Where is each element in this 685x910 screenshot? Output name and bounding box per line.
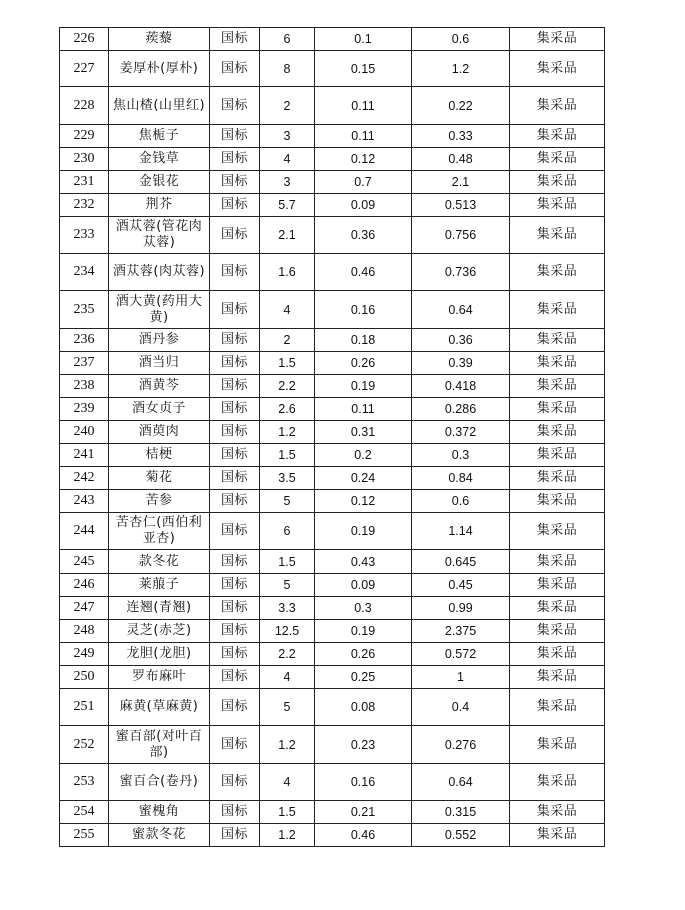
unit-price-cell: 0.26 bbox=[315, 643, 412, 666]
amount-cell: 0.64 bbox=[412, 291, 510, 329]
standard-cell: 国标 bbox=[210, 801, 260, 824]
category-cell: 集采品 bbox=[510, 689, 605, 726]
herb-name-cell: 金银花 bbox=[109, 171, 210, 194]
quantity-cell: 5.7 bbox=[260, 194, 315, 217]
table-row bbox=[60, 643, 605, 666]
standard-cell: 国标 bbox=[210, 597, 260, 620]
quantity-cell: 2 bbox=[260, 87, 315, 125]
unit-price-cell: 0.24 bbox=[315, 467, 412, 490]
category-cell: 集采品 bbox=[510, 490, 605, 513]
quantity-cell: 6 bbox=[260, 28, 315, 51]
table-row bbox=[60, 490, 605, 513]
row-number-cell: 247 bbox=[60, 597, 109, 620]
standard-cell: 国标 bbox=[210, 51, 260, 87]
table-row bbox=[60, 375, 605, 398]
unit-price-cell: 0.18 bbox=[315, 329, 412, 352]
table-row bbox=[60, 51, 605, 87]
unit-price-cell: 0.11 bbox=[315, 125, 412, 148]
standard-cell: 国标 bbox=[210, 764, 260, 801]
table-row bbox=[60, 421, 605, 444]
amount-cell: 0.4 bbox=[412, 689, 510, 726]
category-cell: 集采品 bbox=[510, 597, 605, 620]
herb-name-cell: 连翘(青翘) bbox=[109, 597, 210, 620]
herb-name-cell: 焦山楂(山里红) bbox=[109, 87, 210, 125]
category-cell: 集采品 bbox=[510, 148, 605, 171]
amount-cell: 0.22 bbox=[412, 87, 510, 125]
standard-cell: 国标 bbox=[210, 726, 260, 764]
quantity-cell: 2.2 bbox=[260, 375, 315, 398]
unit-price-cell: 0.16 bbox=[315, 291, 412, 329]
standard-cell: 国标 bbox=[210, 689, 260, 726]
herb-name-cell: 苦参 bbox=[109, 490, 210, 513]
row-number-cell: 254 bbox=[60, 801, 109, 824]
standard-cell: 国标 bbox=[210, 490, 260, 513]
unit-price-cell: 0.19 bbox=[315, 513, 412, 550]
herb-name-cell: 酒萸肉 bbox=[109, 421, 210, 444]
herb-name-cell: 金钱草 bbox=[109, 148, 210, 171]
table-row bbox=[60, 513, 605, 550]
category-cell: 集采品 bbox=[510, 375, 605, 398]
standard-cell: 国标 bbox=[210, 217, 260, 254]
category-cell: 集采品 bbox=[510, 801, 605, 824]
category-cell: 集采品 bbox=[510, 87, 605, 125]
table-row bbox=[60, 28, 605, 51]
unit-price-cell: 0.36 bbox=[315, 217, 412, 254]
amount-cell: 0.48 bbox=[412, 148, 510, 171]
unit-price-cell: 0.12 bbox=[315, 490, 412, 513]
table-row bbox=[60, 666, 605, 689]
herb-name-cell: 酒当归 bbox=[109, 352, 210, 375]
row-number-cell: 246 bbox=[60, 574, 109, 597]
unit-price-cell: 0.25 bbox=[315, 666, 412, 689]
quantity-cell: 2 bbox=[260, 329, 315, 352]
quantity-cell: 1.2 bbox=[260, 824, 315, 847]
standard-cell: 国标 bbox=[210, 148, 260, 171]
table-row bbox=[60, 574, 605, 597]
category-cell: 集采品 bbox=[510, 352, 605, 375]
row-number-cell: 245 bbox=[60, 550, 109, 574]
herb-name-cell: 酒女贞子 bbox=[109, 398, 210, 421]
herb-name-cell: 罗布麻叶 bbox=[109, 666, 210, 689]
standard-cell: 国标 bbox=[210, 421, 260, 444]
quantity-cell: 3 bbox=[260, 171, 315, 194]
standard-cell: 国标 bbox=[210, 352, 260, 375]
unit-price-cell: 0.09 bbox=[315, 194, 412, 217]
category-cell: 集采品 bbox=[510, 444, 605, 467]
table-row bbox=[60, 254, 605, 291]
category-cell: 集采品 bbox=[510, 291, 605, 329]
standard-cell: 国标 bbox=[210, 467, 260, 490]
standard-cell: 国标 bbox=[210, 87, 260, 125]
standard-cell: 国标 bbox=[210, 398, 260, 421]
standard-cell: 国标 bbox=[210, 666, 260, 689]
herb-name-cell: 蜜百部(对叶百部) bbox=[109, 726, 210, 764]
standard-cell: 国标 bbox=[210, 375, 260, 398]
table-row bbox=[60, 444, 605, 467]
unit-price-cell: 0.1 bbox=[315, 28, 412, 51]
unit-price-cell: 0.23 bbox=[315, 726, 412, 764]
category-cell: 集采品 bbox=[510, 28, 605, 51]
unit-price-cell: 0.12 bbox=[315, 148, 412, 171]
unit-price-cell: 0.26 bbox=[315, 352, 412, 375]
amount-cell: 0.39 bbox=[412, 352, 510, 375]
standard-cell: 国标 bbox=[210, 620, 260, 643]
standard-cell: 国标 bbox=[210, 513, 260, 550]
quantity-cell: 12.5 bbox=[260, 620, 315, 643]
unit-price-cell: 0.31 bbox=[315, 421, 412, 444]
table-row bbox=[60, 329, 605, 352]
herb-name-cell: 桔梗 bbox=[109, 444, 210, 467]
standard-cell: 国标 bbox=[210, 194, 260, 217]
table-row bbox=[60, 801, 605, 824]
amount-cell: 0.736 bbox=[412, 254, 510, 291]
herb-name-cell: 龙胆(龙胆) bbox=[109, 643, 210, 666]
category-cell: 集采品 bbox=[510, 666, 605, 689]
category-cell: 集采品 bbox=[510, 620, 605, 643]
amount-cell: 1.14 bbox=[412, 513, 510, 550]
unit-price-cell: 0.46 bbox=[315, 824, 412, 847]
amount-cell: 0.6 bbox=[412, 490, 510, 513]
category-cell: 集采品 bbox=[510, 171, 605, 194]
row-number-cell: 240 bbox=[60, 421, 109, 444]
table-row bbox=[60, 291, 605, 329]
quantity-cell: 2.1 bbox=[260, 217, 315, 254]
herb-name-cell: 焦栀子 bbox=[109, 125, 210, 148]
category-cell: 集采品 bbox=[510, 329, 605, 352]
unit-price-cell: 0.3 bbox=[315, 597, 412, 620]
row-number-cell: 244 bbox=[60, 513, 109, 550]
table-row bbox=[60, 171, 605, 194]
herb-name-cell: 莱菔子 bbox=[109, 574, 210, 597]
amount-cell: 0.286 bbox=[412, 398, 510, 421]
quantity-cell: 6 bbox=[260, 513, 315, 550]
amount-cell: 0.99 bbox=[412, 597, 510, 620]
unit-price-cell: 0.11 bbox=[315, 398, 412, 421]
table-body bbox=[60, 28, 605, 847]
amount-cell: 2.1 bbox=[412, 171, 510, 194]
table-row bbox=[60, 689, 605, 726]
standard-cell: 国标 bbox=[210, 643, 260, 666]
unit-price-cell: 0.19 bbox=[315, 375, 412, 398]
amount-cell: 0.315 bbox=[412, 801, 510, 824]
quantity-cell: 5 bbox=[260, 490, 315, 513]
table-row bbox=[60, 597, 605, 620]
category-cell: 集采品 bbox=[510, 254, 605, 291]
herb-price-table bbox=[59, 27, 605, 847]
unit-price-cell: 0.2 bbox=[315, 444, 412, 467]
table-row bbox=[60, 87, 605, 125]
quantity-cell: 5 bbox=[260, 689, 315, 726]
quantity-cell: 4 bbox=[260, 666, 315, 689]
unit-price-cell: 0.15 bbox=[315, 51, 412, 87]
table-row bbox=[60, 217, 605, 254]
row-number-cell: 230 bbox=[60, 148, 109, 171]
amount-cell: 0.552 bbox=[412, 824, 510, 847]
row-number-cell: 228 bbox=[60, 87, 109, 125]
amount-cell: 0.64 bbox=[412, 764, 510, 801]
table-row bbox=[60, 550, 605, 574]
row-number-cell: 237 bbox=[60, 352, 109, 375]
quantity-cell: 3.5 bbox=[260, 467, 315, 490]
row-number-cell: 250 bbox=[60, 666, 109, 689]
unit-price-cell: 0.19 bbox=[315, 620, 412, 643]
quantity-cell: 1.5 bbox=[260, 550, 315, 574]
row-number-cell: 231 bbox=[60, 171, 109, 194]
category-cell: 集采品 bbox=[510, 764, 605, 801]
row-number-cell: 235 bbox=[60, 291, 109, 329]
amount-cell: 0.645 bbox=[412, 550, 510, 574]
standard-cell: 国标 bbox=[210, 550, 260, 574]
amount-cell: 0.84 bbox=[412, 467, 510, 490]
amount-cell: 0.36 bbox=[412, 329, 510, 352]
amount-cell: 0.3 bbox=[412, 444, 510, 467]
quantity-cell: 4 bbox=[260, 148, 315, 171]
standard-cell: 国标 bbox=[210, 329, 260, 352]
standard-cell: 国标 bbox=[210, 254, 260, 291]
category-cell: 集采品 bbox=[510, 421, 605, 444]
category-cell: 集采品 bbox=[510, 194, 605, 217]
quantity-cell: 1.2 bbox=[260, 421, 315, 444]
row-number-cell: 251 bbox=[60, 689, 109, 726]
row-number-cell: 227 bbox=[60, 51, 109, 87]
table-row bbox=[60, 148, 605, 171]
herb-name-cell: 款冬花 bbox=[109, 550, 210, 574]
row-number-cell: 248 bbox=[60, 620, 109, 643]
standard-cell: 国标 bbox=[210, 574, 260, 597]
amount-cell: 1.2 bbox=[412, 51, 510, 87]
quantity-cell: 1.5 bbox=[260, 801, 315, 824]
row-number-cell: 236 bbox=[60, 329, 109, 352]
row-number-cell: 233 bbox=[60, 217, 109, 254]
row-number-cell: 232 bbox=[60, 194, 109, 217]
category-cell: 集采品 bbox=[510, 217, 605, 254]
herb-name-cell: 酒苁蓉(管花肉苁蓉) bbox=[109, 217, 210, 254]
table-row bbox=[60, 125, 605, 148]
quantity-cell: 2.2 bbox=[260, 643, 315, 666]
row-number-cell: 252 bbox=[60, 726, 109, 764]
standard-cell: 国标 bbox=[210, 171, 260, 194]
unit-price-cell: 0.11 bbox=[315, 87, 412, 125]
unit-price-cell: 0.16 bbox=[315, 764, 412, 801]
quantity-cell: 1.6 bbox=[260, 254, 315, 291]
herb-name-cell: 酒苁蓉(肉苁蓉) bbox=[109, 254, 210, 291]
category-cell: 集采品 bbox=[510, 824, 605, 847]
table-row bbox=[60, 194, 605, 217]
herb-name-cell: 蜜百合(卷丹) bbox=[109, 764, 210, 801]
unit-price-cell: 0.7 bbox=[315, 171, 412, 194]
table-row bbox=[60, 398, 605, 421]
standard-cell: 国标 bbox=[210, 28, 260, 51]
table-row bbox=[60, 764, 605, 801]
amount-cell: 0.513 bbox=[412, 194, 510, 217]
category-cell: 集采品 bbox=[510, 643, 605, 666]
unit-price-cell: 0.46 bbox=[315, 254, 412, 291]
quantity-cell: 2.6 bbox=[260, 398, 315, 421]
category-cell: 集采品 bbox=[510, 574, 605, 597]
herb-name-cell: 蜜槐角 bbox=[109, 801, 210, 824]
category-cell: 集采品 bbox=[510, 550, 605, 574]
row-number-cell: 238 bbox=[60, 375, 109, 398]
quantity-cell: 3 bbox=[260, 125, 315, 148]
row-number-cell: 243 bbox=[60, 490, 109, 513]
herb-name-cell: 荆芥 bbox=[109, 194, 210, 217]
herb-name-cell: 蜜款冬花 bbox=[109, 824, 210, 847]
amount-cell: 0.372 bbox=[412, 421, 510, 444]
amount-cell: 0.45 bbox=[412, 574, 510, 597]
quantity-cell: 3.3 bbox=[260, 597, 315, 620]
standard-cell: 国标 bbox=[210, 824, 260, 847]
amount-cell: 1 bbox=[412, 666, 510, 689]
quantity-cell: 1.2 bbox=[260, 726, 315, 764]
herb-name-cell: 菊花 bbox=[109, 467, 210, 490]
unit-price-cell: 0.43 bbox=[315, 550, 412, 574]
amount-cell: 0.572 bbox=[412, 643, 510, 666]
herb-name-cell: 姜厚朴(厚朴) bbox=[109, 51, 210, 87]
row-number-cell: 242 bbox=[60, 467, 109, 490]
amount-cell: 0.6 bbox=[412, 28, 510, 51]
unit-price-cell: 0.09 bbox=[315, 574, 412, 597]
standard-cell: 国标 bbox=[210, 291, 260, 329]
category-cell: 集采品 bbox=[510, 398, 605, 421]
herb-name-cell: 麻黄(草麻黄) bbox=[109, 689, 210, 726]
herb-name-cell: 酒丹参 bbox=[109, 329, 210, 352]
standard-cell: 国标 bbox=[210, 444, 260, 467]
row-number-cell: 239 bbox=[60, 398, 109, 421]
row-number-cell: 226 bbox=[60, 28, 109, 51]
category-cell: 集采品 bbox=[510, 51, 605, 87]
quantity-cell: 4 bbox=[260, 291, 315, 329]
amount-cell: 0.276 bbox=[412, 726, 510, 764]
row-number-cell: 241 bbox=[60, 444, 109, 467]
herb-name-cell: 苦杏仁(西伯利亚杏) bbox=[109, 513, 210, 550]
category-cell: 集采品 bbox=[510, 125, 605, 148]
amount-cell: 0.33 bbox=[412, 125, 510, 148]
herb-name-cell: 酒大黄(药用大黄) bbox=[109, 291, 210, 329]
quantity-cell: 8 bbox=[260, 51, 315, 87]
standard-cell: 国标 bbox=[210, 125, 260, 148]
amount-cell: 0.418 bbox=[412, 375, 510, 398]
herb-name-cell: 蒺藜 bbox=[109, 28, 210, 51]
table-row bbox=[60, 620, 605, 643]
category-cell: 集采品 bbox=[510, 513, 605, 550]
table-row bbox=[60, 467, 605, 490]
row-number-cell: 229 bbox=[60, 125, 109, 148]
category-cell: 集采品 bbox=[510, 726, 605, 764]
unit-price-cell: 0.08 bbox=[315, 689, 412, 726]
quantity-cell: 5 bbox=[260, 574, 315, 597]
row-number-cell: 253 bbox=[60, 764, 109, 801]
quantity-cell: 1.5 bbox=[260, 444, 315, 467]
row-number-cell: 255 bbox=[60, 824, 109, 847]
row-number-cell: 249 bbox=[60, 643, 109, 666]
row-number-cell: 234 bbox=[60, 254, 109, 291]
quantity-cell: 1.5 bbox=[260, 352, 315, 375]
amount-cell: 0.756 bbox=[412, 217, 510, 254]
herb-name-cell: 灵芝(赤芝) bbox=[109, 620, 210, 643]
table-row bbox=[60, 824, 605, 847]
quantity-cell: 4 bbox=[260, 764, 315, 801]
herb-name-cell: 酒黄芩 bbox=[109, 375, 210, 398]
category-cell: 集采品 bbox=[510, 467, 605, 490]
table-row bbox=[60, 352, 605, 375]
table-row bbox=[60, 726, 605, 764]
unit-price-cell: 0.21 bbox=[315, 801, 412, 824]
amount-cell: 2.375 bbox=[412, 620, 510, 643]
